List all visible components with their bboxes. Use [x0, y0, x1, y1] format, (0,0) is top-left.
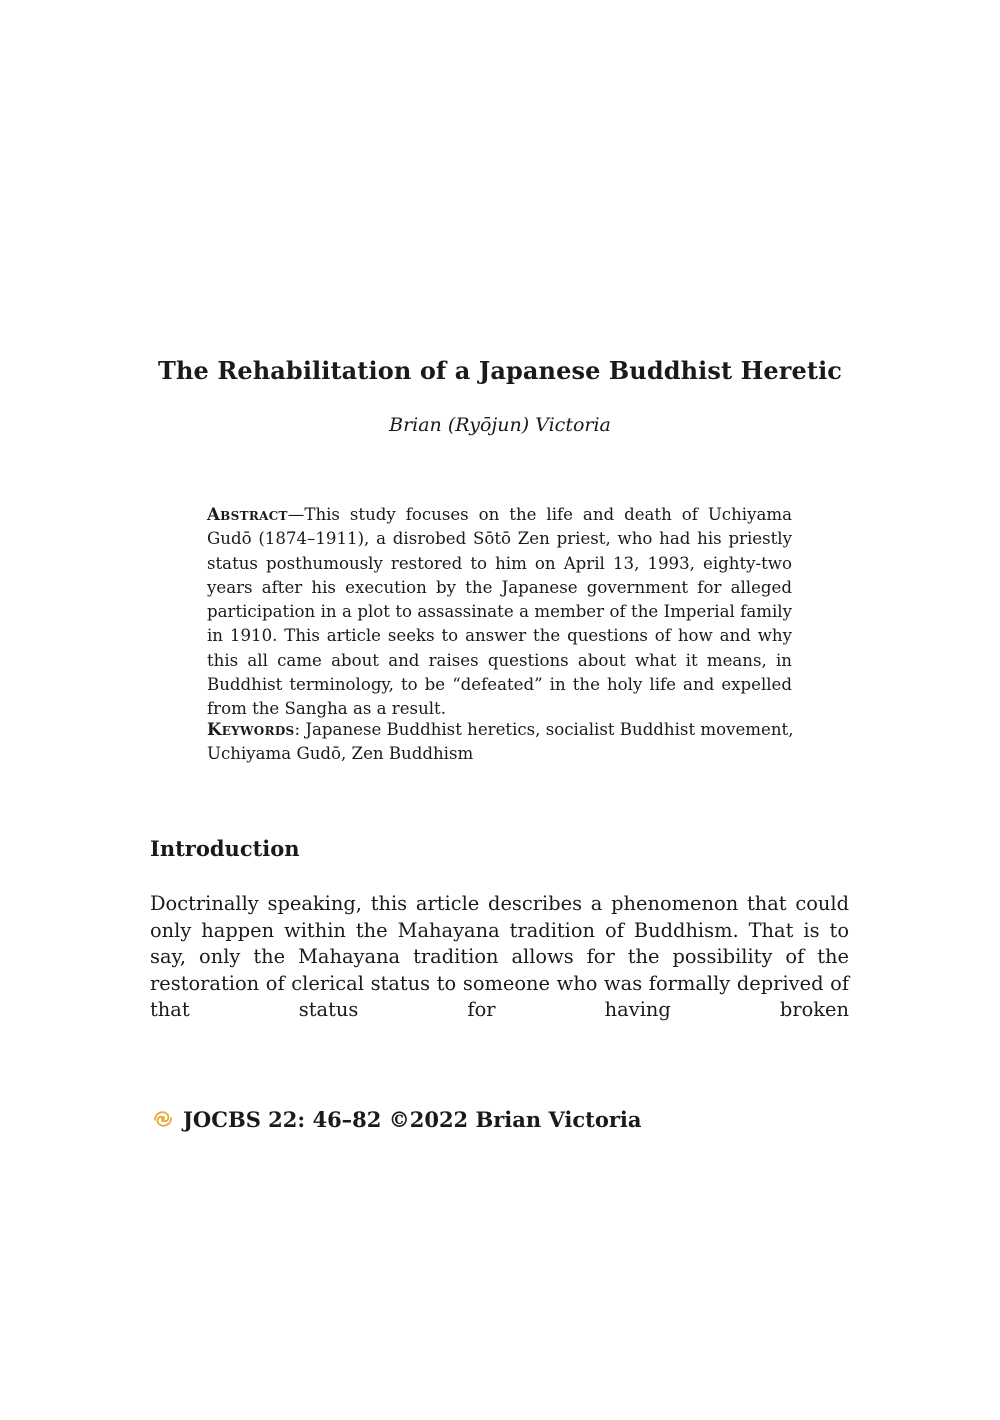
abstract-text: This study focuses on the life and death of Uchiyama Gudō (1874–1911), a disrobed Sōtō Zen priest, who had his priestly status posthumously restored to him on April 13, 1993, eighty-two years after his execution by the Japanese government for alleged participation in a plot to assassinate a member of the Imperial family in 1910. This article seeks to answer the questions of how and why this all came about and raises questions about what it means, in Buddhist terminology, to be “defeated” in the holy life and expelled from the Sangha as a result. [207, 505, 792, 719]
section-heading-introduction: Introduction [150, 836, 300, 861]
jocbs-swirl-icon [150, 1106, 183, 1132]
abstract-label: Abstract [207, 504, 288, 524]
keywords-label: Keywords [207, 719, 295, 739]
footer-citation: JOCBS 22: 46–82 ©2022 Brian Victoria [183, 1106, 642, 1132]
abstract-separator: — [287, 505, 305, 524]
article-author: Brian (Ryōjun) Victoria [389, 414, 611, 436]
keywords-text: Japanese Buddhist heretics, socialist Buddhist movement, Uchiyama Gudō, Zen Buddhism [207, 720, 794, 764]
keywords-block [207, 717, 797, 767]
abstract-block [207, 502, 792, 722]
footer-citation-block [150, 1106, 642, 1132]
introduction-paragraph: Doctrinally speaking, this article describes a phenomenon that could only happen within the Mahayana tradition of Buddhism. That is to say, only the Mahayana tradition allows for the possibility of the restoration of clerical status to someone who was formally deprived of that status for having broken [150, 892, 849, 1022]
keywords-separator: : [294, 720, 301, 739]
article-title: The Rehabilitation of a Japanese Buddhist Heretic [157, 356, 842, 385]
